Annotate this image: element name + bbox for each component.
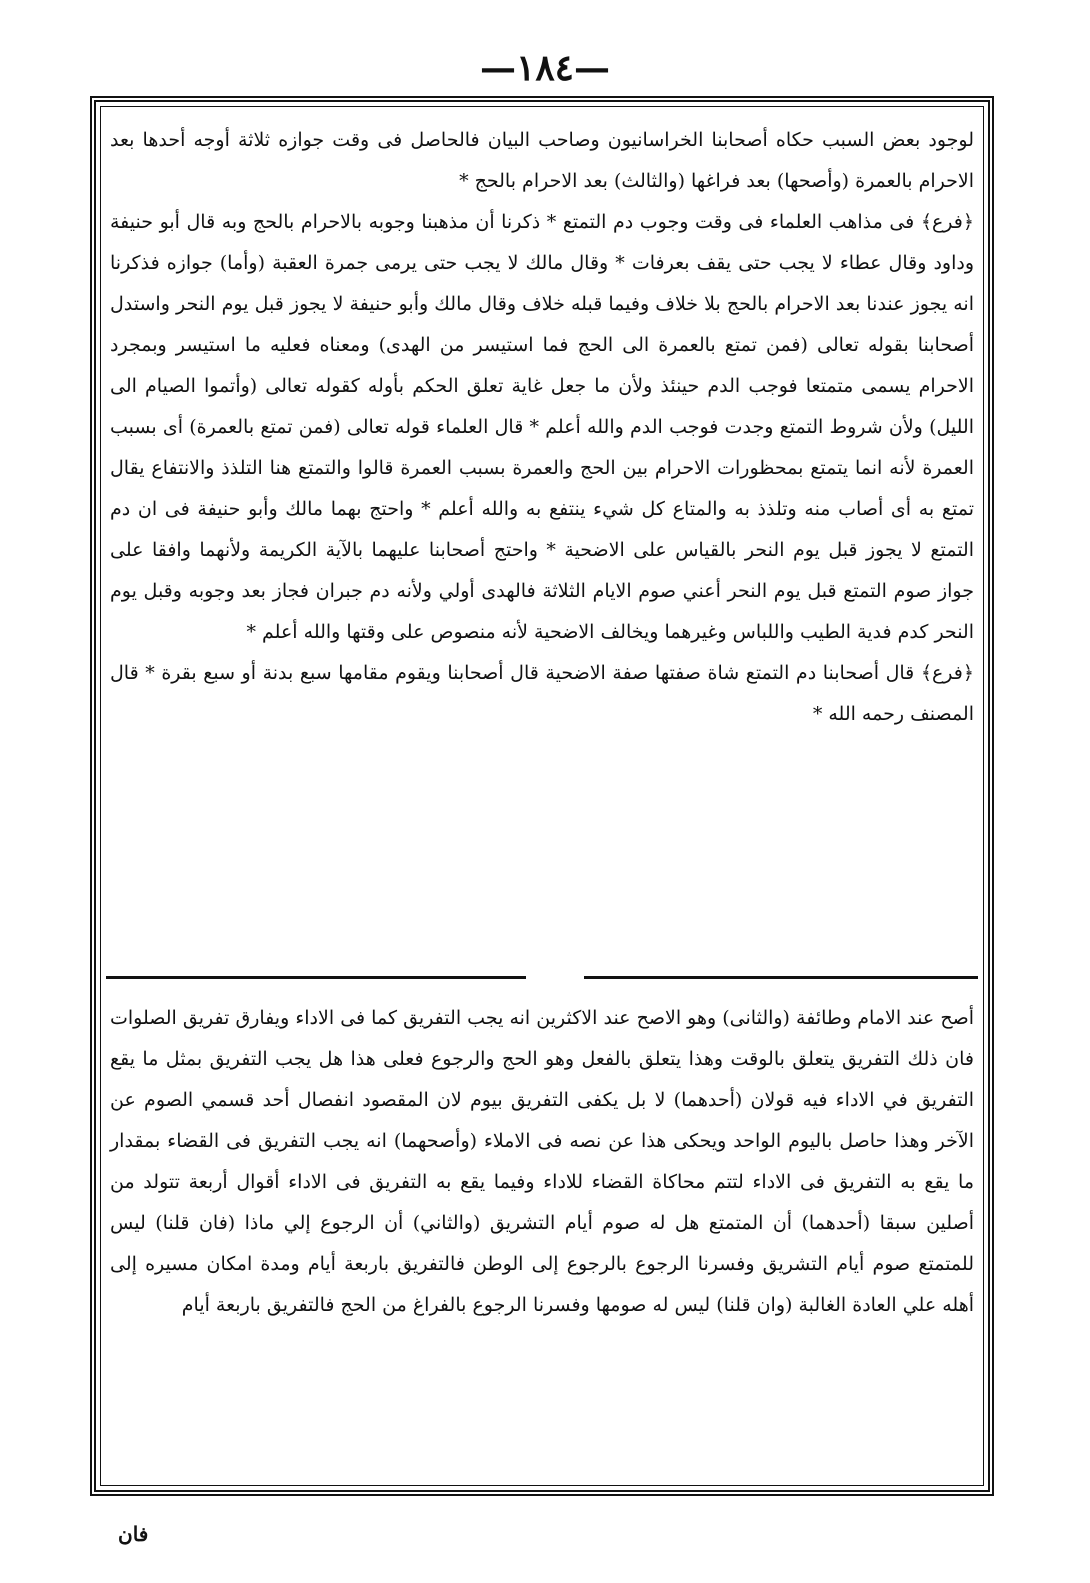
divider-rule-right: [584, 976, 978, 979]
main-paragraph: لوجود بعض السبب حكاه أصحابنا الخراسانيون وصاحب البيان فالحاصل فى وقت جوازه ثلاثة أوجه أحدها بعد الاحرام بالعمرة (وأصحها) بعد فراغها (والثالث) بعد الاحرام بالحج *: [110, 129, 974, 192]
page-number: —١٨٤—: [479, 47, 610, 89]
main-paragraph: ﴿فرع﴾ فى مذاهب العلماء فى وقت وجوب دم التمتع * ذكرنا أن مذهبنا وجوبه بالاحرام بالحج وبه قال أبو حنيفة وداود وقال عطاء لا يجب حتى يقف بعرفات * وقال مالك لا يجب حتى يرمى جمرة العقبة (وأما) جوازه فذكرنا انه يجوز عندنا بعد الاحرام بالحج بلا خلاف وفيما قبله خلاف وقال مالك وأبو حنيفة لا يجوز قبل يوم النحر واستدل أصحابنا بقوله تعالى (فمن تمتع بالعمرة الى الحج فما استيسر من الهدى) ومعناه فعليه ما استيسر وبمجرد الاحرام يسمى متمتعا فوجب الدم حينئذ ولأن ما جعل غاية تعلق الحكم بأوله كقوله تعالى (وأتموا الصيام الى الليل) ولأن شروط التمتع وجدت فوجب الدم والله أعلم * قال العلماء قوله تعالى (فمن تمتع بالعمرة) أى بسبب العمرة لأنه انما يتمتع بمحظورات الاحرام بين الحج والعمرة بسبب العمرة قالوا والتمتع هنا التلذذ والانتفاع يقال تمتع به أى أصاب منه وتلذذ به والمتاع كل شيء ينتفع به والله أعلم * واحتج بهما مالك وأبو حنيفة فى ان دم التمتع لا يجوز قبل يوم النحر بالقياس على الاضحية * واحتج أصحابنا عليهما بالآية الكريمة ولأنهما وافقا على جواز صوم التمتع قبل يوم النحر أعني صوم الايام الثلاثة فالهدى أولي ولأنه دم جبران فجاز بعد وجوبه وقبل يوم النحر كدم فدية الطيب واللباس وغيرهما ويخالف الاضحية لأنه منصوص على وقتها والله أعلم *: [110, 211, 974, 643]
main-text: [110, 120, 974, 735]
catchword: فان: [118, 1522, 149, 1546]
divider-rule-left: [106, 976, 526, 979]
footnote-text: [110, 998, 974, 1326]
page-frame: [90, 96, 994, 1496]
main-paragraph: ﴿فرع﴾ قال أصحابنا دم التمتع شاة صفتها صفة الاضحية قال أصحابنا ويقوم مقامها سبع بدنة أو سبع بقرة * قال المصنف رحمه الله *: [110, 662, 974, 725]
footnote-paragraph: أصح عند الامام وطائفة (والثانى) وهو الاصح عند الاكثرين انه يجب التفريق كما فى الاداء ويفارق تفريق الصلوات فان ذلك التفريق يتعلق بالوقت وهذا يتعلق بالفعل وهو الحج والرجوع فعلى هذا هل يجب التفريق بمثل ما يقع التفريق في الاداء فيه قولان (أحدهما) لا بل يكفى التفريق بيوم لان المقصود انفصال أحد قسمي الصوم عن الآخر وهذا حاصل باليوم الواحد ويحكى هذا عن نصه فى الاملاء (وأصحهما) انه يجب التفريق فى القضاء بمقدار ما يقع به التفريق فى الاداء لتتم محاكاة القضاء للاداء وفيما يقع به التفريق فى الاداء أقوال أربعة تتولد من أصلين سبقا (أحدهما) أن المتمتع هل له صوم أيام التشريق (والثاني) أن الرجوع إلي ماذا (فان قلنا) ليس للمتمتع صوم أيام التشريق وفسرنا الرجوع بالرجوع إلى الوطن فالتفريق باربعة أيام ومدة امكان مسيره إلى أهله علي العادة الغالبة (وان قلنا) ليس له صومها وفسرنا الرجوع بالفراغ من الحج فالتفريق باربعة أيام: [110, 1007, 974, 1316]
